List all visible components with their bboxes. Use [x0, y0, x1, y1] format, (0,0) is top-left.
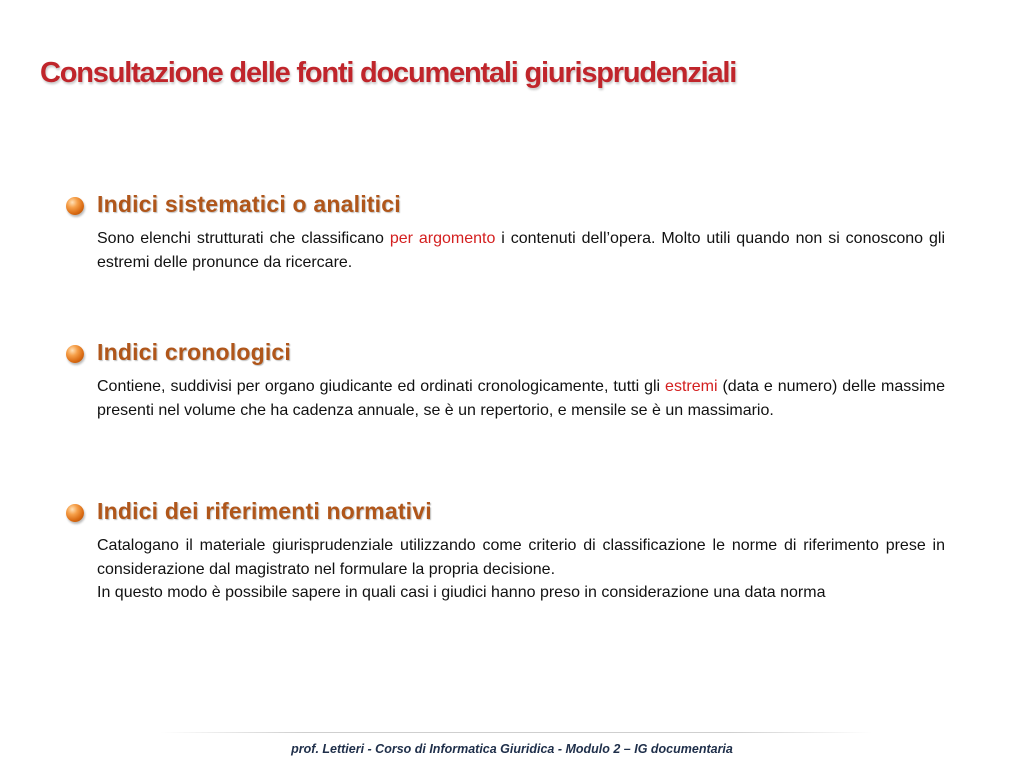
body-text: In questo modo è possibile sapere in quali casi i giudici hanno preso in considerazione una data norma [97, 584, 826, 601]
section-indici-riferimenti-normativi [66, 498, 946, 605]
highlighted-term: estremi [665, 378, 718, 395]
section-title: Indici sistematici o analitici [97, 191, 401, 217]
section-body [97, 227, 945, 274]
footer-divider [160, 732, 872, 733]
section-heading [66, 191, 946, 221]
section-indici-sistematici [66, 191, 946, 274]
highlighted-term: per argomento [389, 230, 496, 247]
section-body [97, 375, 945, 422]
slide-title: Consultazione delle fonti documentali giurisprudenziali [40, 57, 737, 89]
body-text: Catalogano il materiale giurisprudenziale utilizzando come criterio di classificazione le norme di riferimento prese in considerazione dal magistrato nel formulare la propria decisione. [97, 537, 945, 578]
section-title: Indici cronologici [97, 339, 292, 365]
body-paragraph [97, 534, 945, 581]
orange-bullet-icon [66, 345, 84, 363]
body-text: Contiene, suddivisi per organo giudicante ed ordinati cronologicamente, tutti gli [97, 378, 666, 395]
section-heading [66, 498, 946, 528]
slide-footer: prof. Lettieri - Corso di Informatica Giuridica - Modulo 2 – IG documentaria [291, 742, 733, 756]
body-text: Sono elenchi strutturati che classificano [97, 230, 390, 247]
body-paragraph [97, 581, 945, 605]
body-text: i contenuti dell’opera. Molto utili quando non si conoscono gli estremi delle pronunce da ricercare. [97, 230, 945, 271]
orange-bullet-icon [66, 197, 84, 215]
orange-bullet-icon [66, 504, 84, 522]
section-body [97, 534, 945, 605]
body-paragraph [97, 227, 945, 274]
section-indici-cronologici [66, 339, 946, 422]
section-title: Indici dei riferimenti normativi [97, 498, 432, 524]
body-paragraph [97, 375, 945, 422]
section-heading [66, 339, 946, 369]
body-text: (data e numero) delle massime presenti nel volume che ha cadenza annuale, se è un repertorio, e mensile se è un massimario. [97, 378, 946, 419]
